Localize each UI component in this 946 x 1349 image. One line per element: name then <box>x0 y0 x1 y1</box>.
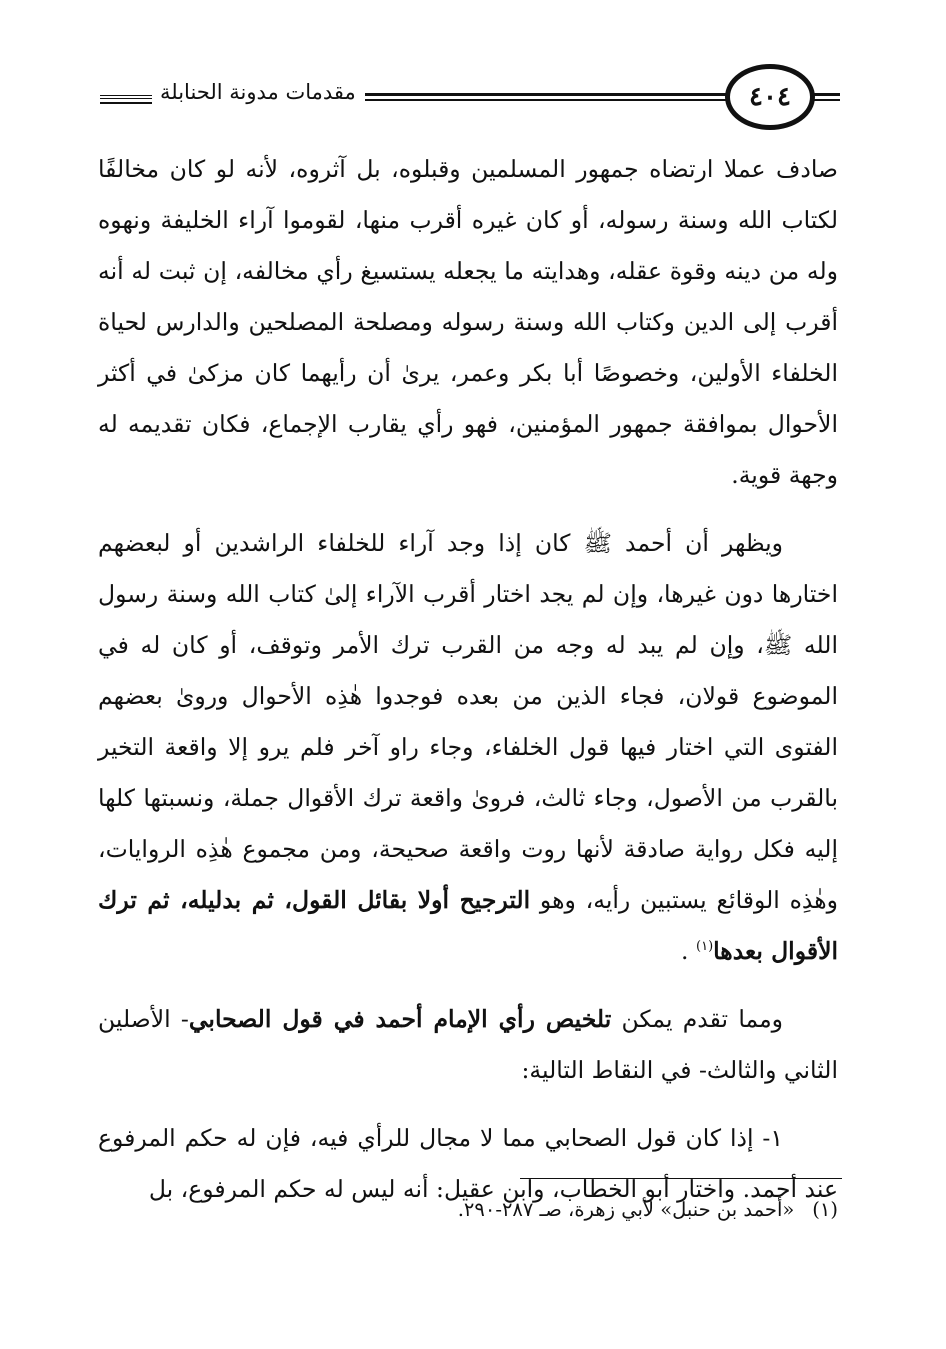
paragraph-3 <box>98 994 838 1096</box>
paragraph-2-end: . <box>681 937 696 965</box>
footnote-reference[interactable]: (١) <box>696 939 714 955</box>
header-rule-tail <box>810 93 840 101</box>
main-text <box>98 144 838 1215</box>
paragraph-2-bold: الترجيح أولا بقائل القول، ثم بدليله، ثم ترك الأقوال بعدها <box>98 886 838 965</box>
paragraph-3-lead: ومما تقدم يمكن <box>611 1005 784 1033</box>
footnote-text: «أحمد بن حنبل» لأبي زهرة، صـ ٢٨٧-٢٩٠. <box>457 1198 795 1221</box>
footnote-mark: (١) <box>812 1198 838 1221</box>
paragraph-3-text: - الأصلين الثاني والثالث- في النقاط التالية: <box>98 1005 838 1084</box>
paragraph-4-text: ١- إذا كان قول الصحابي مما لا مجال للرأي فيه، فإن له حكم المرفوع عند أحمد. واختار أبو الخطاب، وابن عقيل: أنه ليس له حكم المرفوع، بل <box>98 1124 838 1203</box>
paragraph-2-text: ويظهر أن أحمد ﷺ كان إذا وجد آراء للخلفاء الراشدين أو لبعضهم اختارها دون غيرها، وإن لم يجد اختار أقرب الآراء إلىٰ كتاب الله وسنة رسول الله ﷺ، وإن لم يبد له وجه من القرب ترك الأمر وتوقف، أو كان له في الموضوع قولان، فجاء الذين من بعده فوجدوا هٰذِه الأحوال ورویٰ بعضهم الفتوى التي اختار فيها قول الخلفاء، وجاء راو آخر فلم يرو إلا واقعة التخير بالقرب من الأصول، وجاء ثالث، فرویٰ واقعة ترك الأقوال جملة، ونسبتها كلها إليه فكل رواية صادقة لأنها روت واقعة صحيحة، ومن مجموع هٰذِه الروايات، وهٰذِه الوقائع يستبين رأيه، وهو <box>98 529 838 914</box>
footnote-separator <box>520 1178 842 1179</box>
paragraph-1-text: صادف عملا ارتضاه جمهور المسلمين وقبلوه، بل آثروه، لأنه لو كان مخالفًا لكتاب الله وسنة رسوله، أو كان غيره أقرب منها، لقوموا آراء الخليفة ونهوه وله من دينه وقوة عقله، وهدايته ما يجعله يستسيغ رأي مخالفه، إن ثبت له أنه أقرب إلى الدين وكتاب الله وسنة رسوله ومصلحة المصلحين والدارس لحياة الخلفاء الأولين، وخصوصًا أبا بكر وعمر، يرىٰ أن رأيهما كان مزكىٰ في أكثر الأحوال بموافقة جمهور المؤمنين، فهو رأي يقارب الإجماع، فكان تقديمه له وجهة قوية. <box>98 155 838 489</box>
page-header <box>100 58 840 134</box>
running-title: مقدمات مدونة الحنابلة <box>160 80 356 104</box>
header-rule-long <box>365 93 735 101</box>
paragraph-3-bold: تلخيص رأي الإمام أحمد في قول الصحابي <box>188 1005 612 1033</box>
paragraph-2 <box>98 518 838 977</box>
header-rule-short <box>100 95 152 99</box>
page-number: ٤٠٤ <box>725 64 815 130</box>
paragraph-1 <box>98 144 838 501</box>
footnote <box>98 1192 838 1228</box>
